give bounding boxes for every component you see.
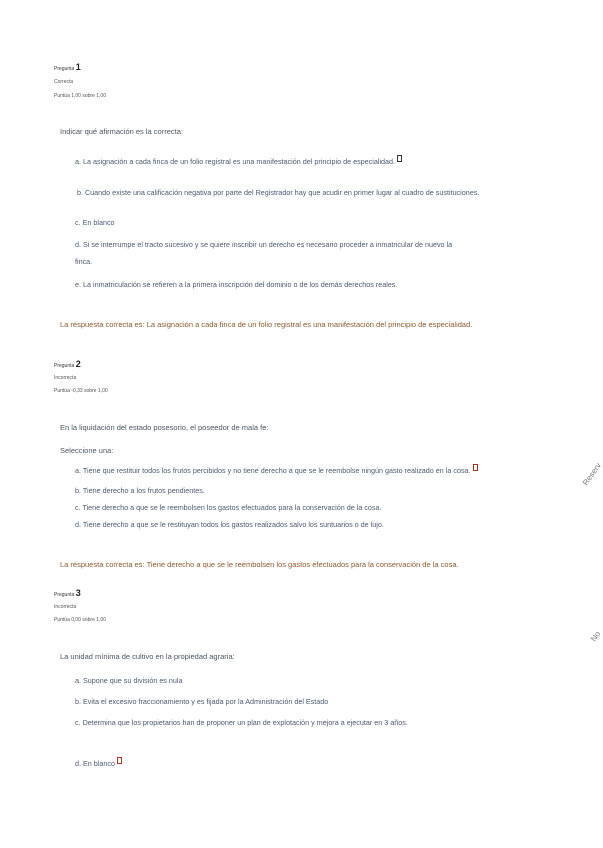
question-mark: Puntúa -0,33 sobre 1,00 [54,388,108,394]
correct-answer: La respuesta correcta es: Tiene derecho a que se le reembolsen los gastos efectuados para la conservación de la cosa. [60,560,459,569]
option-label: c. Determina que los propietarios han de proponer un plan de explotación y mejora a ejecutar en 3 años. [75,718,408,727]
option-label: a. Supone que su división es nula [75,676,183,685]
question-2-header [54,359,81,369]
watermark-text: Reserv [581,461,603,488]
question-3-header [54,588,81,598]
option-b[interactable] [75,697,328,706]
option-label: c. Tiene derecho a que se le reembolsen los gastos efectuados para la conservación de la cosa. [75,503,382,512]
option-label: c. En blanco [75,218,115,227]
question-label: Pregunta [54,363,75,369]
checkbox-icon [117,757,122,764]
option-c[interactable] [75,503,381,512]
question-state: Incorrecta [54,604,77,610]
question-state: Incorrecta [54,375,77,381]
checkbox-icon [473,464,478,471]
option-d[interactable] [75,240,452,249]
select-prompt: Seleccione una: [60,446,114,455]
option-label: d. En blanco [75,759,115,768]
option-label: d. Si se interrumpe el tracto sucesivo y se quiere inscribir un derecho es necesario proceder a inmatricular de nuevo la [75,240,453,249]
question-label: Pregunta [54,592,75,598]
correct-answer: La respuesta correcta es: La asignación a cada finca de un folio registral es una manifestación del principio de especialidad. [60,320,473,329]
question-number: 3 [75,588,81,598]
checkbox-icon [397,155,402,162]
option-label: d. Tiene derecho a que se le restituyan todos los gastos realizados salvo los suntuarios o de lujo. [75,520,384,529]
question-number: 1 [75,62,81,72]
watermark-text: No [589,629,603,644]
option-c[interactable] [75,718,408,727]
option-a[interactable] [75,155,402,166]
question-text: La unidad mínima de cultivo en la propiedad agraria: [60,652,235,661]
question-number: 2 [75,359,81,369]
question-text: Indicar qué afirmación es la correcta: [60,127,183,136]
question-state: Correcta [54,79,74,85]
option-c[interactable] [75,218,115,227]
option-label: a. Tiene que restituir todos los frutos percibidos y no tiene derecho a que se le reembolse ningún gasto realizado en la cosa. [75,466,471,475]
option-label: finca. [75,257,93,266]
option-label: b. Evita el excesivo fraccionamiento y es fijada por la Administración del Estado [75,697,329,706]
option-label: b. Tiene derecho a los frutos pendientes. [75,486,205,495]
question-label: Pregunta [54,66,75,72]
option-d[interactable] [75,520,384,529]
option-e[interactable] [75,280,397,289]
option-d-continued [75,257,92,266]
option-a[interactable] [75,676,183,685]
option-d[interactable] [75,757,122,768]
question-mark: Puntúa 1,00 sobre 1,00 [54,93,106,99]
option-b[interactable] [77,188,479,197]
option-label: e. La inmatriculación se refieren a la primera inscripción del dominio o de los demás derechos reales. [75,280,398,289]
question-mark: Puntúa 0,00 sobre 1,00 [54,617,106,623]
option-a[interactable] [75,464,478,475]
option-label: a. La asignación a cada finca de un folio registral es una manifestación del principio de especialidad. [75,157,396,166]
question-text: En la liquidación del estado posesorio, el poseedor de mala fe: [60,423,269,432]
question-1-header [54,62,81,72]
option-b[interactable] [75,486,205,495]
option-label: b. Cuando existe una calificación negativa por parte del Registrador hay que acudir en primer lugar al cuadro de sustituciones. [77,188,480,197]
